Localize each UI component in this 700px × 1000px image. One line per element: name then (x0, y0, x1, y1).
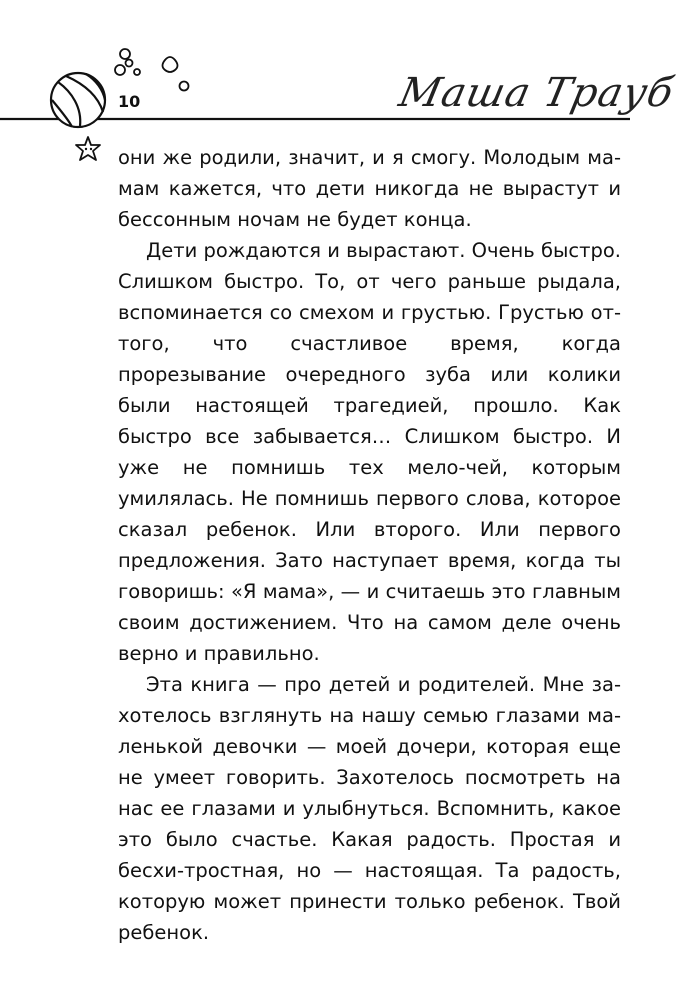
paragraph-2: Дети рождаются и вырастают. Очень быстро. Слишком быстро. То, от чего раньше рыдала, вспоминается со смехом и грустью. Грустью от-того, что счастливое время, когда прорезывание очередного зуба или колики были настоящей трагедией, прошло. Как быстро все забывается… Слишком быстро. И уже не помнишь тех мело-чей, которым умилялась. Не помнишь первого слова, которое сказал ребенок. Или второго. Или первого предложения. Зато наступает время, когда ты говоришь: «Я мама», — и считаешь это главным своим достижением. Что на самом деле очень верно и правильно. (118, 239, 621, 665)
ball-icon (51, 73, 105, 127)
paragraph-1: они же родили, значит, и я смогу. Молодым ма-мам кажется, что дети никогда не вырастут и бессонным ночам не будет конца. (118, 146, 621, 231)
body-text (118, 142, 621, 948)
bubbles-icon (115, 49, 189, 91)
page-header (0, 0, 700, 140)
author-signature: Маша Трауб (395, 70, 678, 116)
page-number: 10 (118, 92, 141, 111)
star-icon (70, 134, 110, 166)
paragraph-3: Эта книга — про детей и родителей. Мне за-хотелось взглянуть на нашу семью глазами ма-ленькой девочки — моей дочери, которая еще не умеет говорить. Захотелось посмотреть на нас ее глазами и улыбнуться. Вспомнить, какое это было счастье. Какая радость. Простая и бесхи-тростная, но — настоящая. Та радость, которую может принести только ребенок. Твой ребенок. (118, 673, 621, 944)
